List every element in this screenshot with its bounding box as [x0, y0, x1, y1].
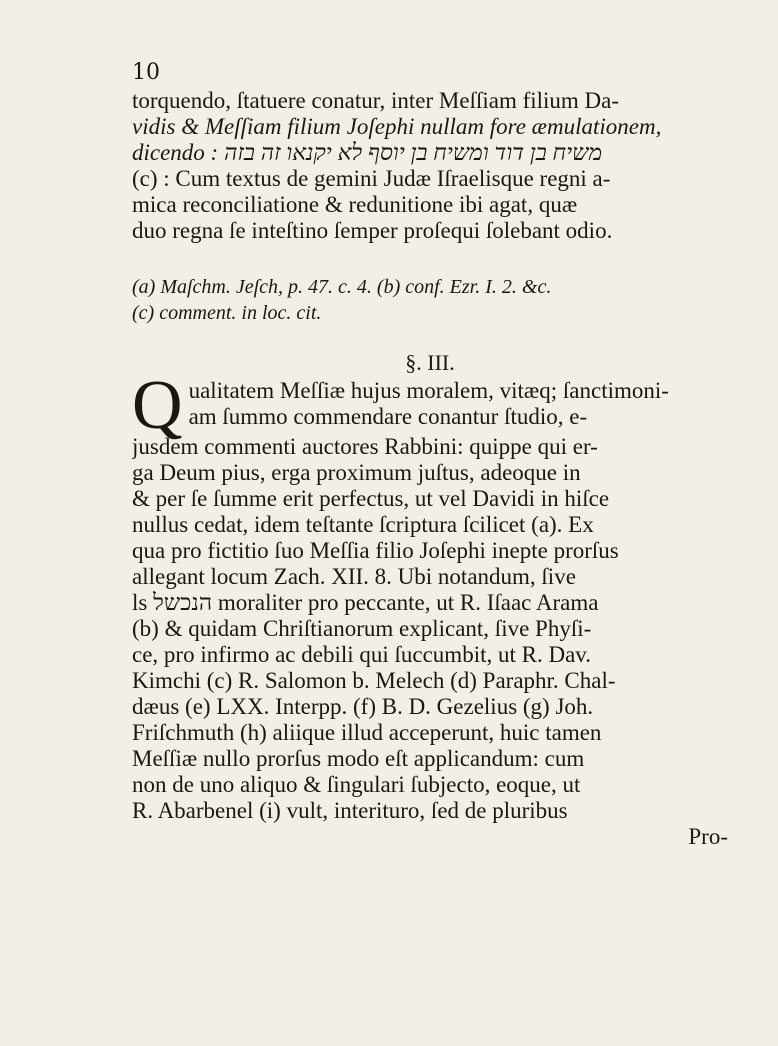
footnotes	[132, 274, 728, 326]
paragraph-1	[132, 88, 728, 244]
text-line: ce, pro infirmo ac debili qui ſuccumbit, ut R. Dav.	[132, 642, 592, 667]
drop-cap: Q	[132, 367, 183, 444]
text-line: Friſchmuth (h) aliique illud acceperunt, huic tamen	[132, 720, 602, 745]
text-line: non de uno aliquo & ſingulari ſubjecto, eoque, ut	[132, 772, 581, 797]
page-number: 10	[132, 60, 160, 85]
text-line: mica reconciliatione & redunitione ibi agat, quæ	[132, 192, 578, 217]
text-line: (b) & quidam Chriſtianorum explicant, ſive Phyſi-	[132, 616, 592, 641]
text-line: R. Abarbenel (i) vult, interituro, ſed de pluribus	[132, 798, 568, 823]
text-line: ls הנכשל moraliter pro peccante, ut R. Iſaac Arama	[132, 590, 599, 615]
text-line: Kimchi (c) R. Salomon b. Melech (d) Paraphr. Chal-	[132, 668, 616, 693]
text-line: ualitatem Meſſiæ hujus moralem, vitæq; ſanctimoni-	[188, 378, 669, 403]
paragraph-2	[132, 367, 728, 850]
text-line: allegant locum Zach. XII. 8. Ubi notandum, ſive	[132, 564, 576, 589]
text-line: qua pro fictitio ſuo Meſſia filio Joſephi inepte prorſus	[132, 538, 619, 563]
text-line: am ſummo commendare conantur ſtudio, e-	[188, 404, 588, 429]
footnote: (c) comment. in loc. cit.	[132, 302, 322, 324]
text-line: jusdem commenti auctores Rabbini: quippe qui er-	[132, 434, 598, 459]
text-line: & per ſe ſumme erit perfectus, ut vel Davidi in hiſce	[132, 486, 610, 511]
footnote: (a) Maſchm. Jeſch, p. 47. c. 4. (b) conf. Ezr. I. 2. &c.	[132, 276, 552, 298]
text-line: vidis & Meſſiam filium Joſephi nullam fore æmulationem,	[132, 114, 662, 139]
text-line: dicendo : משיח בן דוד ומשיח בן יוסף לא יקנאו זה בזה	[132, 140, 603, 165]
catchword: Pro-	[688, 824, 728, 849]
text-line: dæus (e) LXX. Interpp. (f) B. D. Gezelius (g) Joh.	[132, 694, 594, 719]
text-line: duo regna ſe inteſtino ſemper proſequi ſolebant odio.	[132, 218, 613, 243]
text-line: ga Deum pius, erga proximum juſtus, adeoque in	[132, 460, 581, 485]
text-line: (c) : Cum textus de gemini Judæ Iſraelisque regni a-	[132, 166, 611, 191]
section-heading: §. III.	[405, 350, 455, 375]
text-line: nullus cedat, idem teſtante ſcriptura ſcilicet (a). Ex	[132, 512, 594, 537]
text-line: Meſſiæ nullo prorſus modo eſt applicandum: cum	[132, 746, 585, 771]
text-line: torquendo, ſtatuere conatur, inter Meſſiam filium Da-	[132, 88, 620, 113]
